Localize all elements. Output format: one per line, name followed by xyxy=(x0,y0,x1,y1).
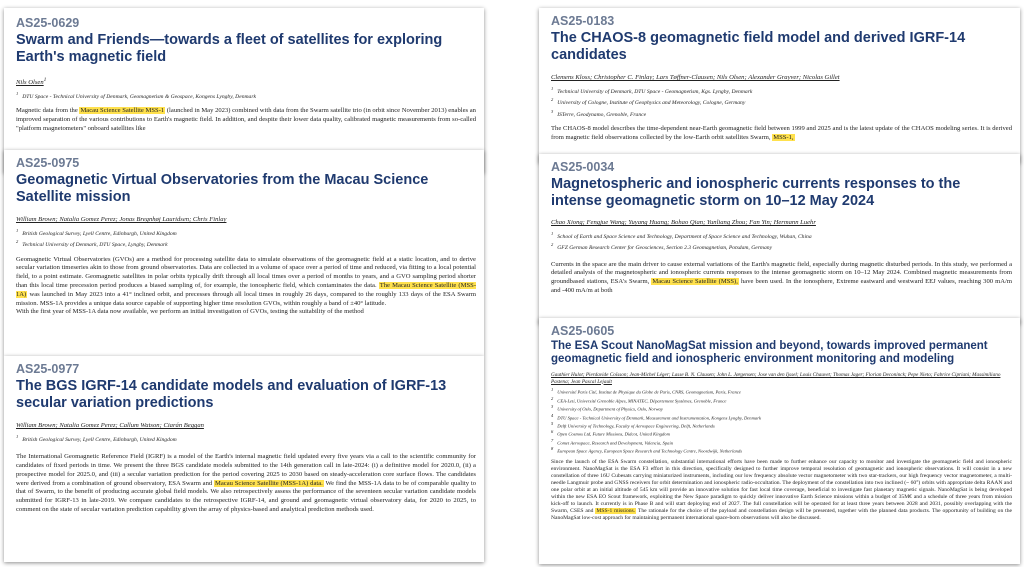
affiliation-1: $^1$Technical University of Denmark, DTU Space - Geomagnetism, Kgs. Lyngby, Denmark xyxy=(551,86,753,95)
affiliation-2: $^2$Technical University of Denmark, DTU Space, Lyngby, Denmark xyxy=(16,239,168,249)
affiliation-3: $^3$ISTerre, Geodynamo, Grenoble, France xyxy=(551,108,647,118)
author-list: Nils Olsen$^1$ xyxy=(16,77,47,87)
highlight: MSS-1, xyxy=(773,133,794,141)
affiliation-2: $^2$GFZ German Research Center for Geosciences, Section 2.3 Geomagnetism, Potsdam, Germany xyxy=(551,242,773,252)
abstract-code: AS25-0629 xyxy=(16,16,80,30)
abstract-body: The CHAOS-8 model describes the time-dependent near-Earth geomagnetic field between 1999 and 2025 and is the latest update of the CHAOS modeling series. It is derived from magnetic field observations collected by the low-Earth orbit satellites Swarm, MSS-1, xyxy=(551,124,1012,141)
abstract-card-as25-0977 xyxy=(4,356,484,562)
abstract-title: Magnetospheric and ionospheric currents responses to the intense geomagnetic storm on 10–12 May 2024 xyxy=(551,176,961,209)
abstract-code: AS25-0977 xyxy=(16,362,80,376)
abstract-code: AS25-0605 xyxy=(551,324,615,338)
abstract-card-as25-0183 xyxy=(539,8,1020,163)
affiliation-5: $^5$Delft University of Technology, Faculty of Aerospace Engineering, Delft, Netherlands xyxy=(551,420,715,429)
affiliation-7: $^7$Comet Aerospace, Research and Development, Valencia, Spain xyxy=(551,437,674,446)
author-list: Gauthier Hulot; Pierdavide Coïsson; Jean-Michel Léger; Lasse B. N. Clausen; John L. Jørgensen; Jose van den Ijssel; Louis Chauvet; Thomas Jager; Florian Deconinck; Pepe Nieto; Fabrice Cipriani; Massimiliano Pastena; Jean Pascal Lejault xyxy=(551,372,1001,385)
affiliation-8: $^8$European Space Agency, European Space Research and Technology Centre, Noordwijk, Netherlands xyxy=(551,446,743,454)
abstract-code: AS25-0183 xyxy=(551,14,615,28)
abstract-title: The BGS IGRF-14 candidate models and evaluation of IGRF-13 secular variation predictions xyxy=(16,378,447,411)
author-list: Chao Xiong; Fengjue Wang; Yuyang Huang; Bohao Qian; Yunliang Zhou; Fan Yin; Hermann Luehr xyxy=(551,219,816,226)
affiliation-4: $^4$DTU Space - Technical University of Denmark, Measurement and Instrumentation, Kongens Lyngby, Denmark xyxy=(551,412,762,421)
abstract-body: Currents in the space are the main driver to cause external variations of the Earth's magnetic field, especially during magnetic disturbed periods. In this study, we performed a detailed analysis of the magnetospheric and ionospheric currents responses to the intense geomagnetic storm on 10–12 May 2024. Combined magnetic measurements from groundbased stations, ESA's Swarm, Macau Science Satellite (MSS), have been used. In the ionosphere, Extreme eastward and westward EEJ values, reaching 300 mA/m and -400 mA/m at both xyxy=(551,260,1012,294)
affiliation-6: $^6$Open Cosmos Ltd, Future Missions, Didcot, United Kingdom xyxy=(551,429,670,437)
affiliation-1: $^1$School of Earth and Space Science and Technology, Department of Space Science and Technology, Wuhan, China xyxy=(551,231,812,240)
affiliation-2: $^2$CEA-Leti, Université Grenoble Alpes, MINATEC, Département Systèmes, Grenoble, France xyxy=(551,395,727,404)
highlight: Macau Science Satellite MSS-1 xyxy=(80,107,165,115)
affiliation-1: $^1$DTU Space - Technical University of Denmark, Geomagnetism & Geospace, Kongens Lyngby, Denmark xyxy=(16,91,256,101)
abstract-card-as25-0034 xyxy=(539,154,1020,324)
affiliation-3: $^3$University of Oslo, Department of Physics, Oslo, Norway xyxy=(551,404,663,412)
abstract-code: AS25-0975 xyxy=(16,156,80,170)
abstract-body: Magnetic data from the Macau Science Satellite MSS-1 (launched in May 2023) combined with data from the Swarm satellite trio (in orbit since November 2013) enables an improved separation of the various contributions to Earth's magnetic field. In addition, and despite their lower data quality, calibrated magnetic measurements from so-called "platform magnetometers" onboard satellites like xyxy=(16,107,476,133)
abstract-title: The ESA Scout NanoMagSat mission and beyond, towards improved permanent geomagnetic field and ionospheric environment monitoring and modeling xyxy=(551,340,988,365)
abstract-code: AS25-0034 xyxy=(551,160,615,174)
abstract-body-cut: With the first year of MSS-1A data now available, we perform an initial investigation of GVOs, testing the suitability of the method xyxy=(16,308,364,316)
abstract-card-as25-0629 xyxy=(4,8,484,173)
highlight: MSS-1 missions. xyxy=(596,507,636,514)
abstract-body: Since the launch of the ESA Swarm constellation, substantial international efforts have been made to further enhance our capacity to monitor and investigate the geomagnetic field and ionospheric environment. NanoMagSat is the ESA F3 effort in this direction, specifically designed to further improve temporal resolution of geomagnetic and ionospheric observations. It will consist in a new constellation of three 16U Cubesats carrying miniaturized instruments, including our low frequency absolute vector magnetometer with two star-trackers, our high frequency vector magnetometer, a multi-needle Langmuir probe and GNSS receivers for orbit determination and ionospheric radio-occultation. The deployment of the constellation into two inclined (~ 60°) orbits with appropriate delta RAAN and one polar orbit at an initial altitude of 545 km will provide an innovative solution for fast local time coverage, beneficial to investigate fast planetary magnetic signals. NanoMagSat is being developed within the new ESA EO Scout framework, exploiting the New Space paradigm to quickly deliver innovative Earth Science missions within a budget of 35M€ and a schedule of three years from mission kick-off to launch. It currently is in Phase B and will start deploying end of 2027. The full constellation will be operated for at least three years between 2028 and 2031, possibly overlapping with the Swarm, CSES and MSS-1 missions. The rationale for the choice of the payload and constellation design will be presented, together with the planned data products. The opportunity of building on the NanoMagSat low-cost approach for maintaining permanent international space-born observations will also be discussed. xyxy=(551,458,1012,521)
affiliation-1: $^1$British Geological Survey, Lyell Centre, Edinburgh, United Kingdom xyxy=(16,228,177,237)
highlight: Macau Science Satellite (MSS), xyxy=(652,278,738,286)
abstract-card-as25-0975 xyxy=(4,150,484,356)
abstract-body: The International Geomagnetic Reference Field (IGRF) is a model of the Earth's internal magnetic field updated every five years via a call to the scientific community for candidates of fixed periods in time. We present the three BGS candidate models submitted to the 14th generation call in late-2024: (i) a definitive model for 2020.0, (ii) a prospective model for 2025.0, and (iii) a secular variation prediction for the period covering 2025 to 2030 based on steady-acceleration core surface flows. The candidates were derived from a combination of ground observatory, ESA Swarm and Macau Science Satellite (MSS-1A) data. We find the MSS-1A data to be of comparable quality to that of Swarm, to the benefit of producing accurate global field models. We also retrospectively assess the performance of the seventeen secular variation candidate models submitted for IGRF-13 in late-2019. We compare candidates to the retrospective IGRF-14, and ground and geomagnetic virtual observatory data, for 2020 to 2025, to comment on the state of secular variation prediction capability given the array of physics-based and analytical prediction methods used. xyxy=(16,453,476,514)
abstract-title: The CHAOS-8 geomagnetic field model and derived IGRF-14 candidates xyxy=(551,30,966,63)
highlight: Macau Science Satellite (MSS-1A) data. xyxy=(215,479,323,487)
affiliation-1: $^1$British Geological Survey, Lyell Centre, Edinburgh, United Kingdom xyxy=(16,434,177,443)
abstract-body: Geomagnetic Virtual Observatories (GVOs) are a method for processing satellite data to simulate observations of the geomagnetic field at a static location, and to derive secular variation timeseries akin to those from ground observatories. Data are collected in a volume of space over a period of time and reduced, via fitting to a local potential field, to a point estimate. Geomagnetic satellites in polar orbits typically drift through all local times over a period of months to years, and a GVO sampling period shorter than this local time precession period produces a biased sampling of, for example, the ionospheric field, which contaminates the data. The Macau Science Satellite (MSS-1A) was launched in May 2023 into a 41° inclined orbit, and precesses through all local times in roughly 26 days, compared to the roughly 133 days of the ESA Swarm mission. MSS-1A provides a unique data source capable of supporting higher time resolution GVOs, within roughly a band of ±40° latitude. xyxy=(16,255,477,307)
abstract-title: Swarm and Friends—towards a fleet of satellites for exploring Earth's magnetic field xyxy=(16,32,443,65)
author-list: Clemens Kloss; Christopher C. Finlay; Lars Tøffner-Clausen; Nils Olsen; Alexander Grayver; Nicolas Gillet xyxy=(551,74,840,81)
abstract-card-as25-0605 xyxy=(539,318,1020,564)
highlight: The Macau Science Satellite (MSS-1A) xyxy=(16,281,477,298)
abstract-title: Geomagnetic Virtual Observatories from the Macau Science Satellite mission xyxy=(16,172,429,205)
affiliation-2: $^2$University of Cologne, Institute of Geophysics and Meteorology, Cologne, Germany xyxy=(551,97,746,107)
author-list: William Brown; Natalia Gomez Perez; Callum Watson; Ciarán Beggan xyxy=(16,422,204,429)
affiliation-1: $^1$Université Paris Cité, Institut de Physique du Globe de Paris, CNRS, Geomagnetism, Paris, France xyxy=(551,387,741,395)
author-list: William Brown; Natalia Gomez Perez; Jonas Bregnhøj Lauridsen; Chris Finlay xyxy=(16,216,227,223)
